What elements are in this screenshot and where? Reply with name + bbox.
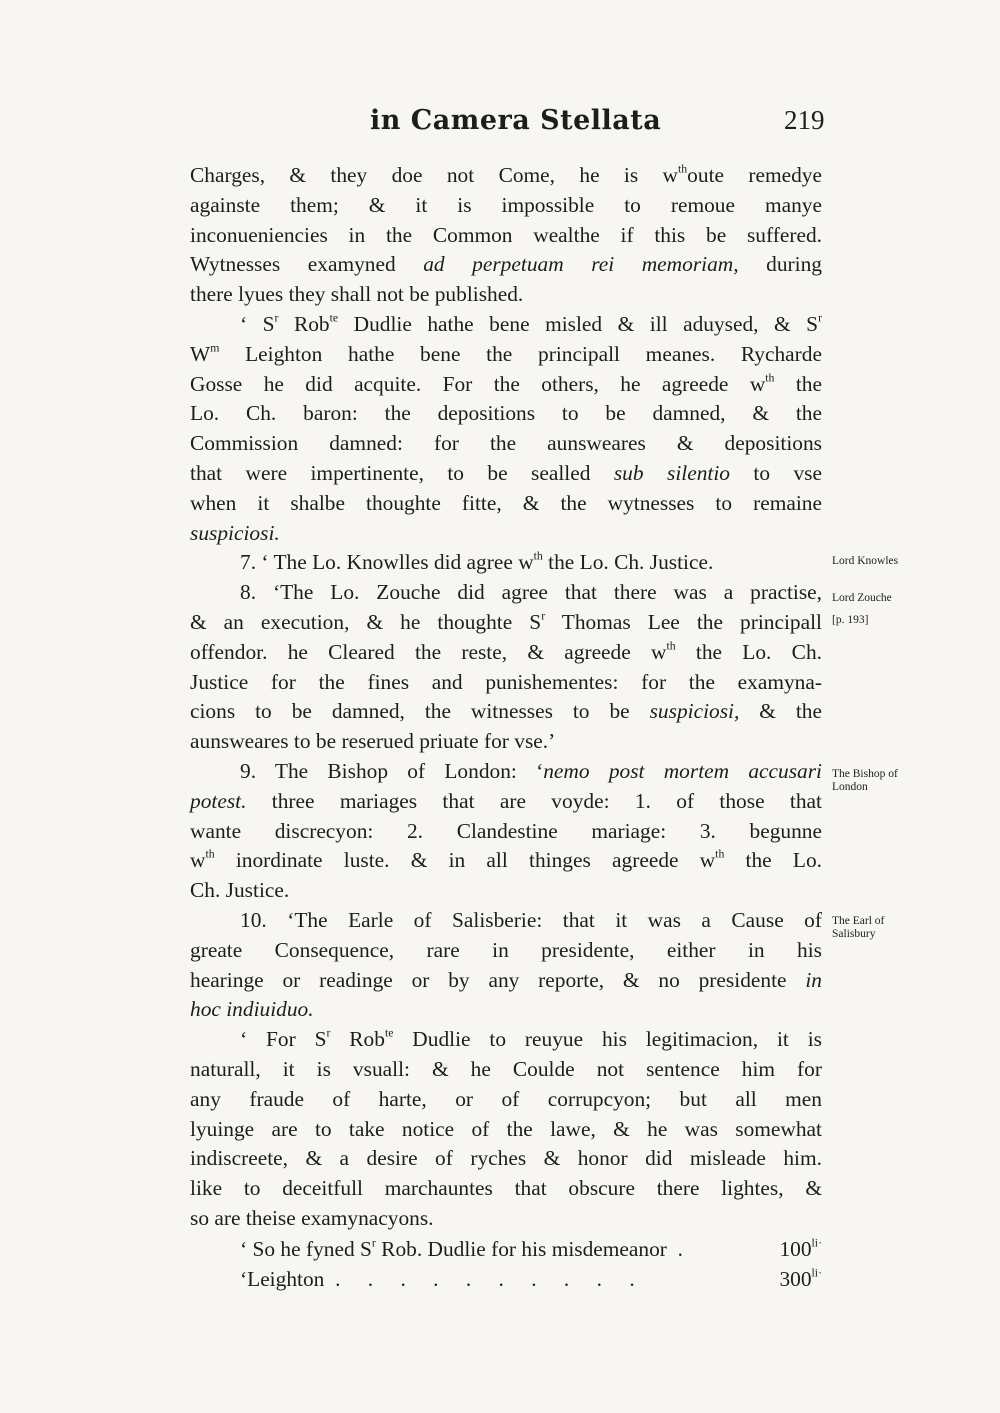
sidenote-salisbury: The Earl of Salisbury (832, 915, 885, 940)
page-header (0, 105, 1000, 145)
fine-row: ‘Leighton . . . . . . . . . . $300^{li\cdot}$ (240, 1266, 822, 1291)
page-number: 219 (784, 105, 825, 135)
paragraph-knowlles: 7. ‘ The Lo. Knowlles did agree $w^{th}$ the Lo. Ch. Justice. (240, 549, 714, 575)
fine-row: ‘ So he fyned $S^r$ Rob. Dudlie for his misdemeanor . $100^{li\cdot}$ (240, 1236, 822, 1261)
fine-amount: $100^{li\cdot}$ (779, 1236, 822, 1261)
sidenote-page-ref: [p. 193] (832, 614, 869, 626)
sidenote-knowles: Lord Knowles (832, 555, 899, 567)
paragraph-dudlie: ‘ $S^r$ Rob$^{te}$ Dudlie hathe bene misled & ill aduysed, & $S^r$ $W^m$ Leighton hathe bene the principall meanes. Rycharde Gosse he did acquite. For the others, he agreede $w^{th}$ the Lo. Ch. baron: the depositions to be damned, & the Commission damned: for the aunsweares & depositions that were impertinente, to be sealled sub silentio to vse when it shalbe thoughte fitte, & the wytnesses to remaine suspiciosi. (190, 311, 822, 545)
fine-amount: $300^{li\cdot}$ (779, 1266, 822, 1291)
sidenote-bishop: The Bishop of London (832, 768, 898, 793)
paragraph-bishop: 9. The Bishop of London: ‘nemo post mortem accusari potest. three mariages that are voyde: 1. of those that wante discrecyon: 2. Clandestine mariage: 3. begunne $w^{th}$ inordinate luste. & in all thinges agreede $w^{th}$ the Lo. Ch. Justice. (190, 758, 822, 903)
paragraph-charges: Charges, & they doe not Come, he is $w^{th}oute$ remedye againste them; & it is impossible to remoue manye inconueniencies in the Common wealthe if this be suffered. Wytnesses examyned ad perpetuam rei memoriam, during there lyues they shall not be published. (190, 162, 822, 307)
paragraph-legitimacion: ‘ For $S^r$ Rob$^{te}$ Dudlie to reuyue his legitimacion, it is naturall, it is vsuall: & he Coulde not sentence him for any fraude of harte, or of corrupcyon; but all men lyuinge are to take notice of the lawe, & he was somewhat indiscreete, & a desire of ryches & honor did misleade him. like to deceitfull marchauntes that obscure there lightes, & so are theise examynacyons. (190, 1026, 822, 1230)
sidenote-zouche: Lord Zouche (832, 592, 892, 604)
paragraph-zouche: 8. ‘The Lo. Zouche did agree that there was a practise, & an execution, & he thoughte $S^r$ Thomas Lee the principall offendor. he Cleared the reste, & agreede $w^{th}$ the Lo. Ch. Justice for the fines and punishementes: for the examyna- cions to be damned, the witnesses to be suspiciosi, & the aunsweares to be reserued priuate for vse.’ (190, 580, 822, 754)
running-title: in Camera Stellata (370, 105, 662, 136)
body-text (190, 161, 822, 1234)
paragraph-salisberie: 10. ‘The Earle of Salisberie: that it was a Cause of greate Consequence, rare in presidente, either in his hearinge or readinge or by any reporte, & no presidente in hoc indiuiduo. (190, 907, 822, 1022)
